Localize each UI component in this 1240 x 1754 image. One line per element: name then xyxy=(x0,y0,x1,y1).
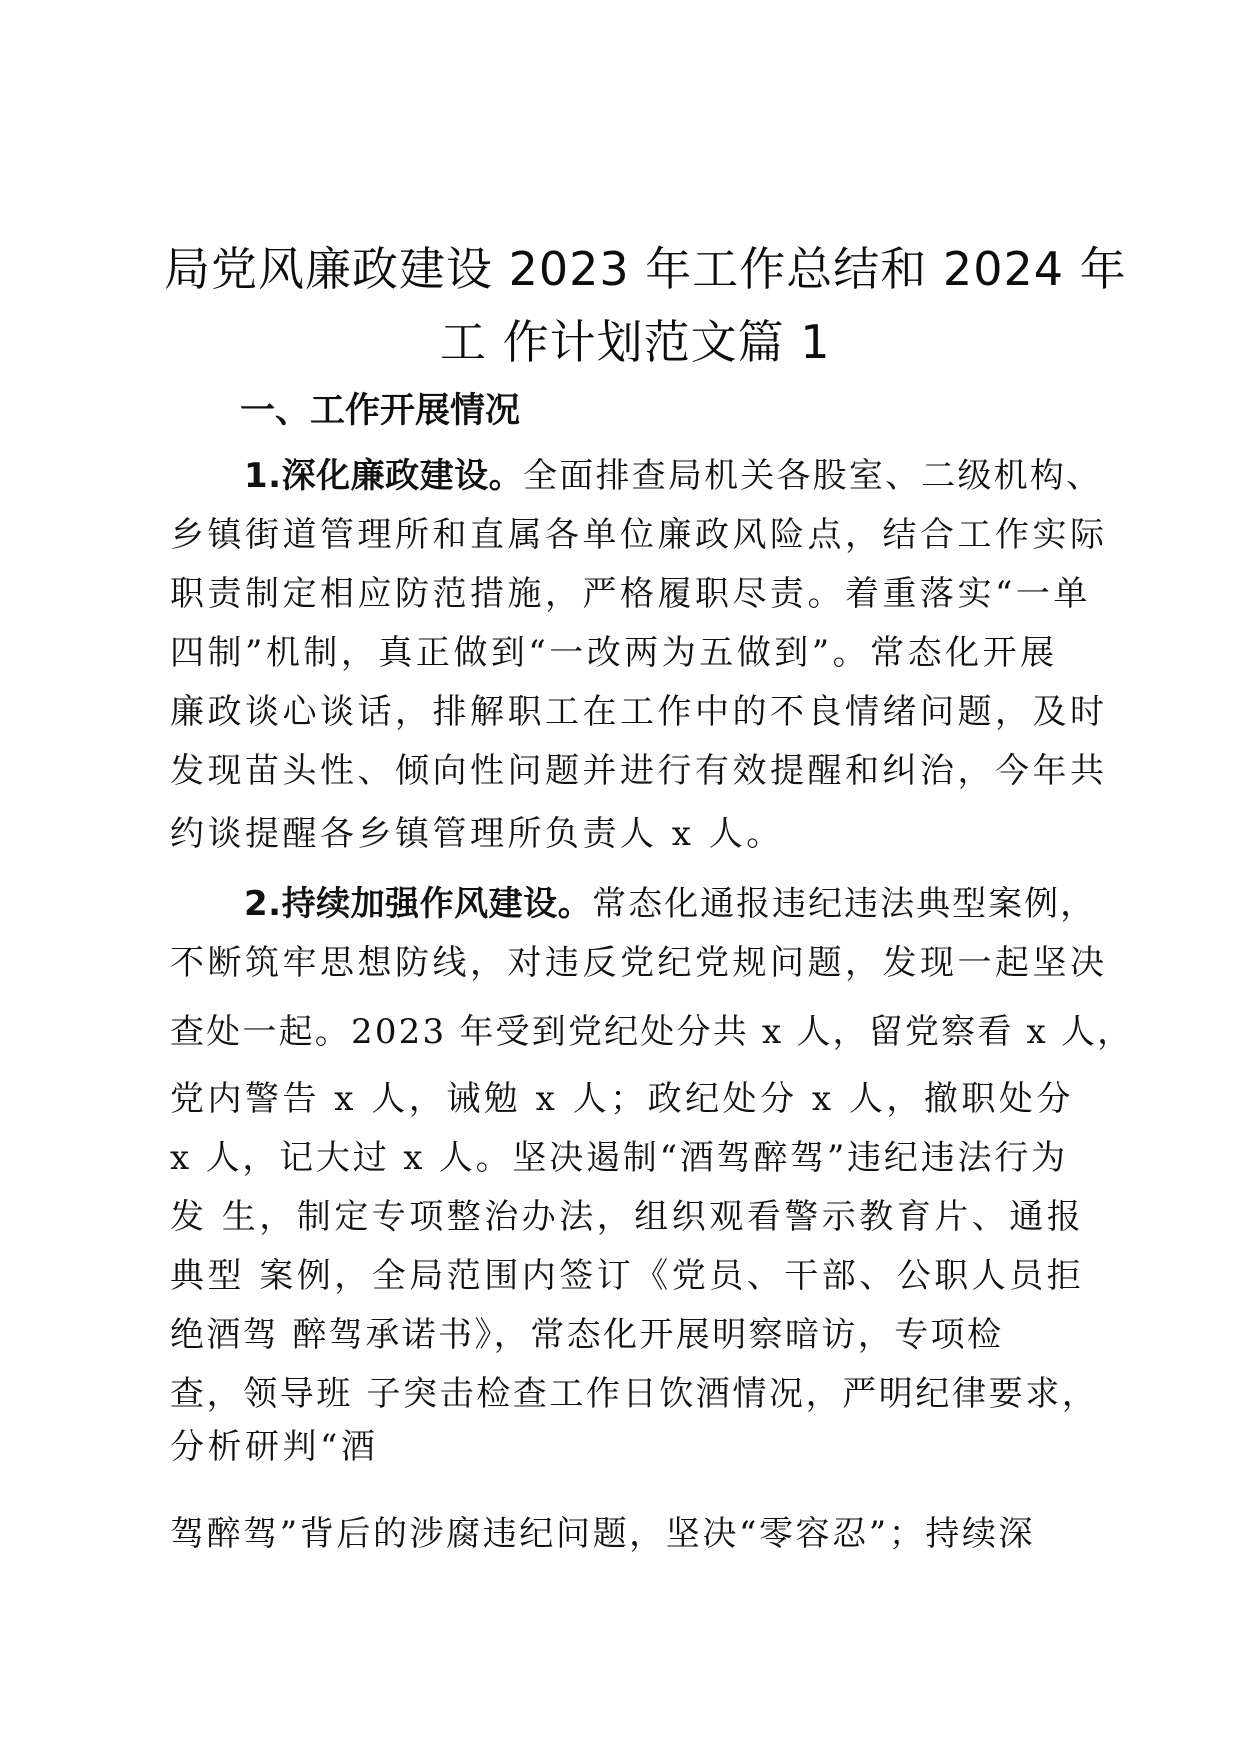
para2-line: 不断筑牢思想防线，对违反党纪党规问题，发现一起坚决 xyxy=(170,943,1108,983)
para1-line: 发现苗头性、倾向性问题并进行有效提醒和纠治，今年共 xyxy=(170,751,1108,791)
document-title-line-1: 局党风廉政建设 2023 年工作总结和 2024 年 xyxy=(164,242,1127,296)
document-title-line-2: 工 作计划范文篇 1 xyxy=(440,315,831,369)
para2-line: 发 生，制定专项整治办法，组织观看警示教育片、通报 xyxy=(170,1197,1085,1237)
para2-lead: 2.持续加强作风建设。 xyxy=(244,884,593,924)
para1-line: 廉政谈心谈话，排解职工在工作中的不良情绪问题，及时 xyxy=(170,692,1108,732)
para2-line: 典型 案例，全局范围内签订《党员、干部、公职人员拒 xyxy=(170,1256,1085,1296)
para1-first-line-text: 全面排查局机关各股室、二级机构、 xyxy=(523,456,1103,496)
para2-line: 党内警告 x 人，诫勉 x 人；政纪处分 x 人，撤职处分 xyxy=(170,1079,1074,1119)
para2-line: x 人，记大过 x 人。坚决遏制“酒驾醉驾”违纪违法行为 xyxy=(170,1138,1068,1178)
para1-line: 约谈提醒各乡镇管理所负责人 x 人。 xyxy=(170,814,784,854)
para1-line: 四制”机制，真正做到“一改两为五做到”。常态化开展 xyxy=(170,633,1058,673)
para2-line: 绝酒驾 醉驾承诺书》，常态化开展明察暗访，专项检 xyxy=(170,1315,1004,1355)
para2-line-1 xyxy=(244,876,1096,925)
para1-lead: 1.深化廉政建设。 xyxy=(244,456,524,496)
para2-line: 分析研判“酒 xyxy=(170,1427,379,1467)
para2-line: 查，领导班 子突击检查工作日饮酒情况，严明纪律要求， xyxy=(170,1374,1099,1414)
para2-first-line-text: 常态化通报违纪违法典型案例， xyxy=(592,884,1097,924)
section-heading: 一、工作开展情况 xyxy=(240,391,521,431)
para1-line-1 xyxy=(244,448,1102,497)
para2-line: 驾醉驾”背后的涉腐违纪问题，坚决“零容忍”；持续深 xyxy=(170,1514,1036,1554)
para1-line: 乡镇街道管理所和直属各单位廉政风险点，结合工作实际 xyxy=(170,515,1108,555)
para2-line: 查处一起。2023 年受到党纪处分共 x 人，留党察看 x 人， xyxy=(170,1012,1134,1052)
para1-line: 职责制定相应防范措施，严格履职尽责。着重落实“一单 xyxy=(170,574,1091,614)
